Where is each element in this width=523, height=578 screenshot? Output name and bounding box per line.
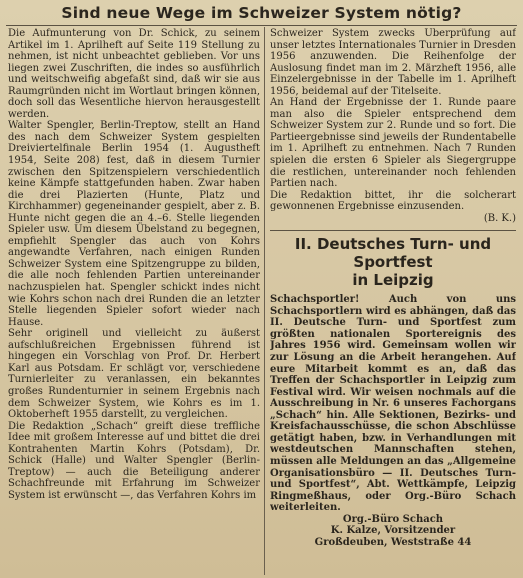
sportfest-headline (270, 235, 516, 289)
sportfest-sign-address: Großdeuben, Weststraße 44 (314, 536, 472, 548)
sportfest-headline-line2: in Leipzig (352, 271, 434, 290)
paragraph-karl-proposal: Sehr originell und vielleicht zu äußerst aufschlußreichen Ergebnissen führend ist hingegen ein Vorschlag von Prof. Dr. Herbert Karl aus Potsdam. Er schlägt vor, verschiedene Turnierleiter zu veranlassen, ein bekanntes großes Rundenturnier in seinem Ergebnis nach dem Schweizer System, wie Kohrs es im 1. Oktoberheft 1955 darstellt, zu vergleichen. (8, 328, 260, 421)
left-column (8, 28, 260, 576)
sportfest-body: Schachsportler! Auch von uns Schachsportlern wird es abhängen, daß das II. Deutsche Turn- und Sportfest zum größten nationalen Sportereignis des Jahres 1956 wird. Gemeinsam wollen wir zur Lösung an die Arbeit herangehen. Auf eure Mitarbeit kommt es an, daß das Treffen der Schachsportler in Leipzig zum Festival wird. Wir weisen nochmals auf die Ausschreibung in Nr. 6 unseres Fachorgans „Schach“ hin. Alle Sektionen, Bezirks- und Kreisfachausschüsse, die schon Abschlüsse getätigt haben, bzw. in Verhandlungen mit westdeutschen Mannschaften stehen, müssen alle Meldungen an das „Allgemeine Organisationsbüro — II. Deutsches Turn- und Sportfest“, Abt. Wettkämpfe, Leipzig Ringmeßhaus, oder Org.-Büro Schach weiterleiten. (270, 294, 516, 514)
paragraph-continuation: Schweizer System zwecks Überprüfung auf unser letztes Internationales Turnier in Dresden 1956 anzuwenden. Die Reihenfolge der Auslosung findet man im 2. Märzheft 1956, alle Einzelergebnisse in der Tabelle im 1. Aprilheft 1956, beidemal auf der Titelseite. (270, 28, 516, 97)
right-column (270, 28, 516, 576)
article-headline: Sind neue Wege im Schweizer System nötig? (61, 4, 462, 22)
article-signature: (B. K.) (483, 212, 516, 224)
sportfest-sign-office: Org.-Büro Schach (342, 513, 444, 525)
paragraph-intro: Die Aufmunterung von Dr. Schick, zu seinem Artikel im 1. Aprilheft auf Seite 119 Stellung zu nehmen, ist nicht unbeachtet geblieben. Vor uns liegen zwei Zuschriften, die indes so ausführlich und weitschweifig abgefaßt sind, daß wir sie aus Raumgründen nicht im Wortlaut bringen können, doch soll das Wesentliche hiervon herausgestellt werden. (8, 28, 260, 120)
paragraph-editorial-request: Die Redaktion „Schach“ greift diese treffliche Idee mit großem Interesse auf und bittet die drei Kontrahenten Martin Kohrs (Potsdam), Dr. Schick (Halle) und Walter Spengler (Berlin-Treptow) — auch die Beteiligung anderer Schachfreunde mit Erfahrung im Schweizer System ist erwünscht —, das Verfahren Kohrs im (8, 420, 260, 501)
column-divider (264, 27, 265, 575)
sportfest-sign-name: K. Kalze, Vorsitzender (330, 525, 456, 537)
paragraph-closing: Die Redaktion bittet, ihr die solcherart gewonnenen Ergebnisse einzusenden. (270, 189, 516, 213)
sportfest-headline-line1: II. Deutsches Turn- und Sportfest (294, 235, 492, 272)
paragraph-procedure: An Hand der Ergebnisse der 1. Runde paare man also die Spieler entsprechend dem Schweizer System zur 2. Runde und so fort. Die Partieergebnisse sind jeweils der Rundentabelle im 1. Aprilheft zu entnehmen. Nach 7 Runden spielen die ersten 6 Spieler als Siegergruppe die restlichen, untereinander noch fehlenden Partien nach. (270, 97, 516, 190)
article-separator (270, 230, 516, 231)
paragraph-spengler: Walter Spengler, Berlin-Treptow, stellt an Hand des nach dem Schweizer System gespielten Dreiviertelfinale Berlin 1954 (1. Augustheft 1954, Seite 208) fest, daß in diesem Turnier zwischen den Spitzenspielern verschiedentlich keine Kämpfe stattgefunden haben. Zwar haben die drei Plazierten (Hunte, Platz und Kirchhammer) gegeneinander gespielt, aber z. B. Hunte nicht gegen die an 4.–6. Stelle liegenden Spieler usw. Um diesem Übelstand zu begegnen, empfiehlt Spengler das auch von Kohrs angewandte Verfahren, nach einigen Runden Schweizer System eine Spitzengruppe zu bilden, die alle noch fehlenden Partien untereinander nachzuspielen hat. Spengler schickt indes nicht wie Kohrs schon nach drei Runden die an letzter Stelle liegenden Spieler sofort wieder nach Hause. (8, 120, 260, 328)
headline-rule (6, 25, 517, 26)
